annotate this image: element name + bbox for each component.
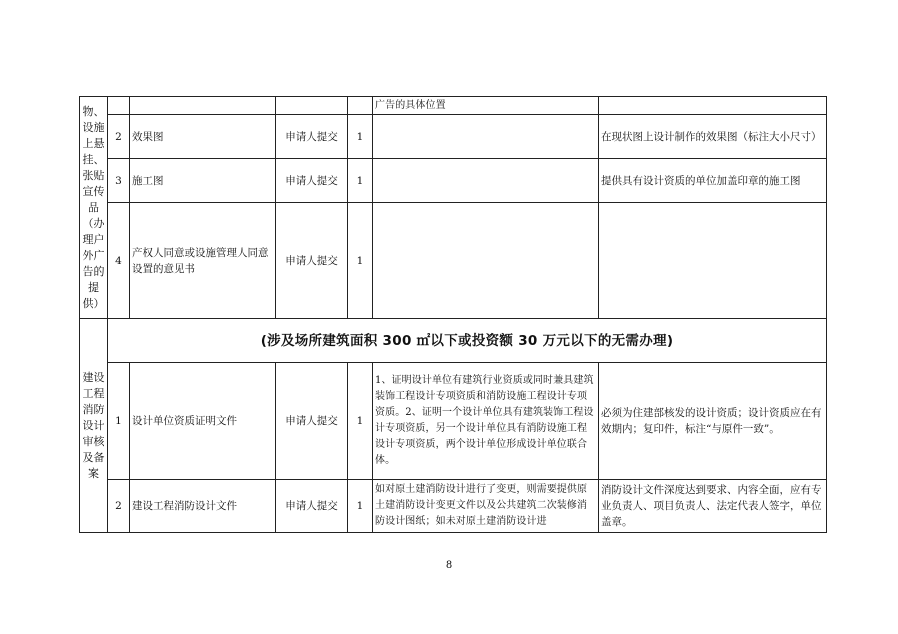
table-row: [80, 115, 827, 159]
materials-table: [79, 96, 827, 533]
note: 在现状图上设计制作的效果图（标注大小尺寸）: [599, 115, 827, 159]
table-row: [80, 159, 827, 203]
count: 1: [348, 363, 373, 480]
table-row: [80, 203, 827, 319]
requirement: [373, 115, 599, 159]
count: 1: [348, 480, 373, 533]
note: 必须为住建部核发的设计资质；设计资质应在有效期内；复印件，标注“与原件一致”。: [599, 363, 827, 480]
requirement: 如对原土建消防设计进行了变更，则需要提供原土建消防设计变更文件以及公共建筑二次装修消防设计图纸；如未对原土建消防设计进: [373, 480, 599, 533]
count: 1: [348, 203, 373, 319]
table-row: [80, 97, 827, 115]
requirement: 广告的具体位置: [373, 97, 599, 115]
count: 1: [348, 159, 373, 203]
category-cell: 物、设施上悬挂、张贴宣传品（办理户外广告的提供）: [80, 97, 108, 319]
requirement: 1、证明设计单位有建筑行业资质或同时兼具建筑装饰工程设计专项资质和消防设施工程设计专项资质。2、证明一个设计单位具有建筑装饰工程设计专项资质，另一个设计单位具有消防设施工程设计专项资质，两个设计单位形成设计单位联合体。: [373, 363, 599, 480]
material-name: 产权人同意或设施管理人同意设置的意见书: [130, 203, 276, 319]
submitter: 申请人提交: [276, 363, 348, 480]
note: 消防设计文件深度达到要求、内容全面，应有专业负责人、项目负责人、法定代表人签字，单位盖章。: [599, 480, 827, 533]
material-name: 效果图: [130, 115, 276, 159]
row-number: 1: [108, 363, 130, 480]
material-name: 施工图: [130, 159, 276, 203]
row-number: 2: [108, 115, 130, 159]
submitter: [276, 97, 348, 115]
material-name: 设计单位资质证明文件: [130, 363, 276, 480]
requirement: [373, 203, 599, 319]
submitter: 申请人提交: [276, 480, 348, 533]
table-row: [80, 319, 827, 363]
row-number: 4: [108, 203, 130, 319]
page-number: 8: [445, 560, 453, 571]
count: 1: [348, 115, 373, 159]
exemption-notice: (涉及场所建筑面积 300 ㎡以下或投资额 30 万元以下的无需办理): [108, 319, 827, 363]
note: [599, 203, 827, 319]
note: [599, 97, 827, 115]
table-row: [80, 480, 827, 533]
requirement: [373, 159, 599, 203]
note: 提供具有设计资质的单位加盖印章的施工图: [599, 159, 827, 203]
category-cell: 建设工程消防设计审核及备案: [80, 319, 108, 533]
material-name: [130, 97, 276, 115]
row-number: 2: [108, 480, 130, 533]
submitter: 申请人提交: [276, 203, 348, 319]
row-number: 3: [108, 159, 130, 203]
row-number: [108, 97, 130, 115]
count: [348, 97, 373, 115]
table-row: [80, 363, 827, 480]
material-name: 建设工程消防设计文件: [130, 480, 276, 533]
submitter: 申请人提交: [276, 115, 348, 159]
submitter: 申请人提交: [276, 159, 348, 203]
